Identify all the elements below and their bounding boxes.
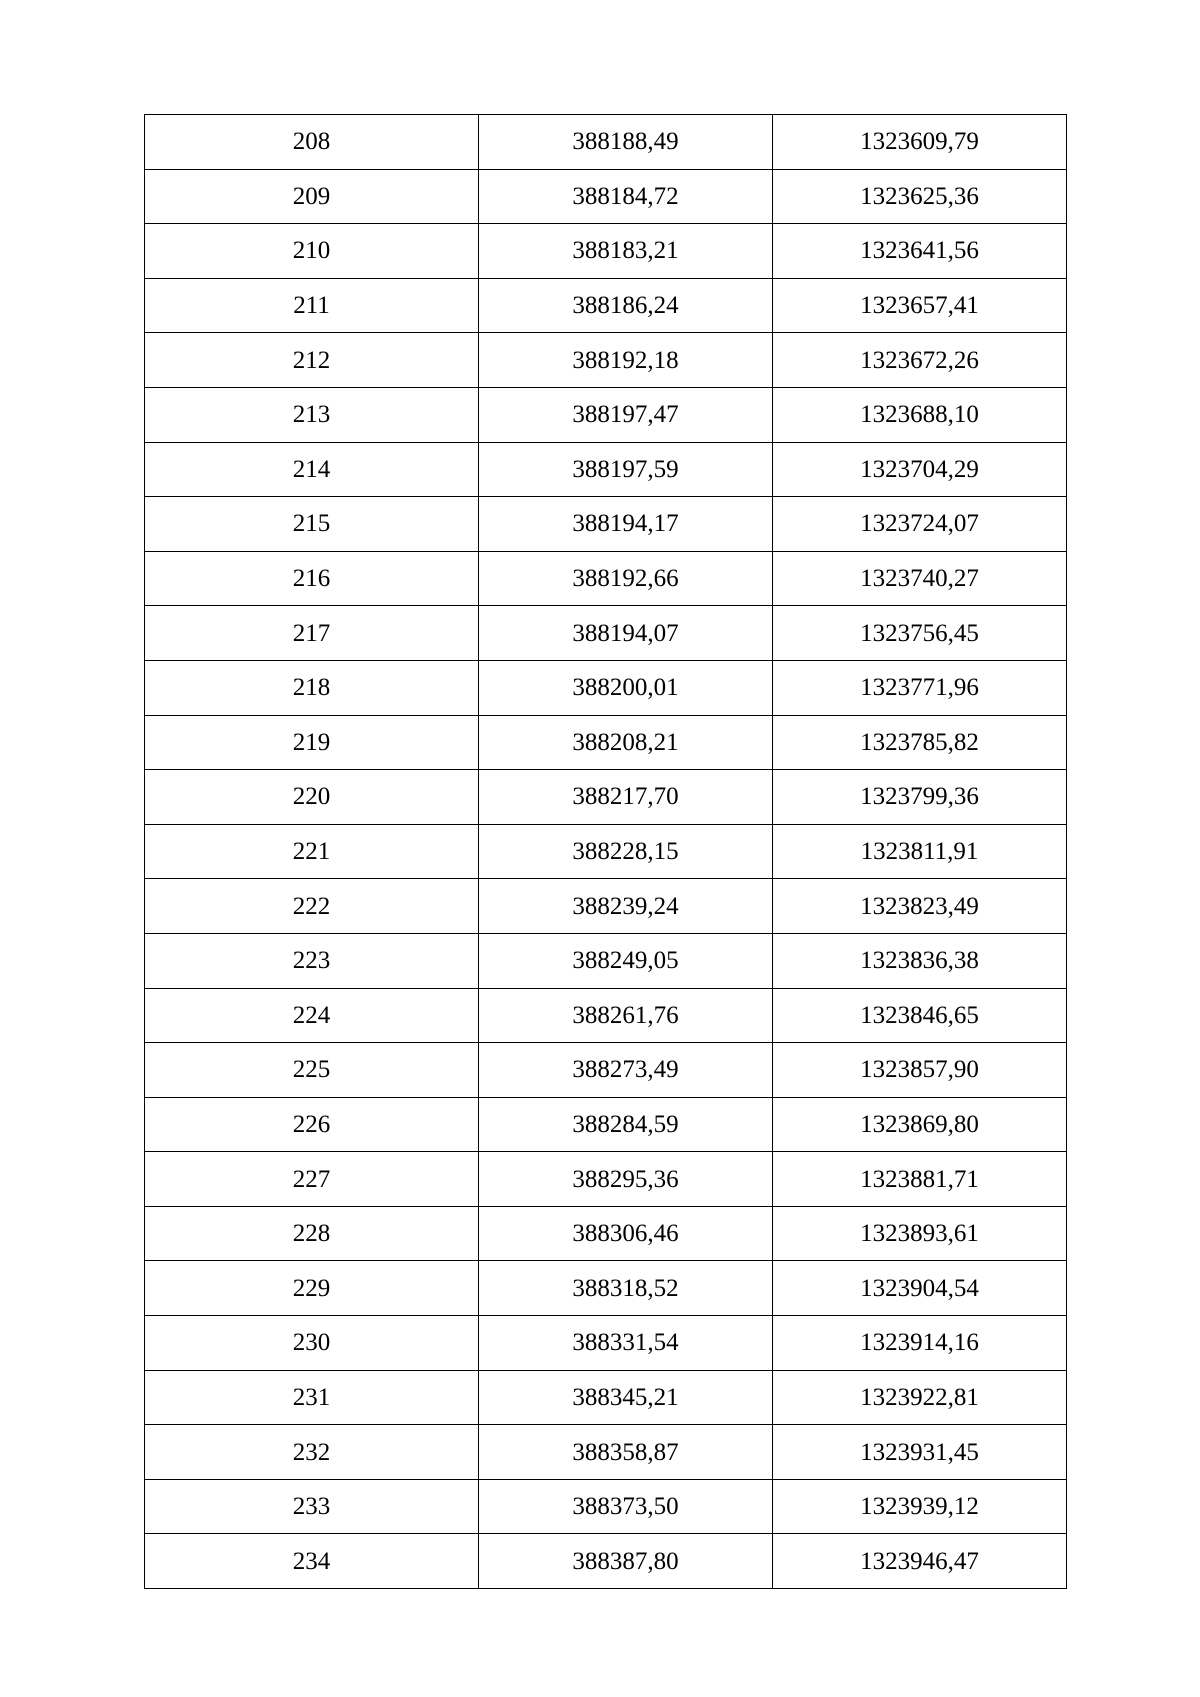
y-coordinate-cell: 1323688,10: [773, 387, 1067, 442]
y-coordinate-cell: 1323893,61: [773, 1206, 1067, 1261]
x-coordinate-cell: 388192,18: [479, 333, 773, 388]
x-coordinate-cell: 388197,59: [479, 442, 773, 497]
table-row: [145, 115, 1067, 170]
point-number-cell: 225: [145, 1043, 479, 1098]
y-coordinate-cell: 1323836,38: [773, 933, 1067, 988]
y-coordinate-cell: 1323846,65: [773, 988, 1067, 1043]
point-number-cell: 216: [145, 551, 479, 606]
y-coordinate-cell: 1323641,56: [773, 224, 1067, 279]
x-coordinate-cell: 388373,50: [479, 1479, 773, 1534]
y-coordinate-cell: 1323724,07: [773, 497, 1067, 552]
y-coordinate-cell: 1323869,80: [773, 1097, 1067, 1152]
x-coordinate-cell: 388192,66: [479, 551, 773, 606]
point-number-cell: 222: [145, 879, 479, 934]
point-number-cell: 211: [145, 278, 479, 333]
point-number-cell: 232: [145, 1425, 479, 1480]
x-coordinate-cell: 388284,59: [479, 1097, 773, 1152]
point-number-cell: 234: [145, 1534, 479, 1589]
table-row: [145, 770, 1067, 825]
x-coordinate-cell: 388197,47: [479, 387, 773, 442]
x-coordinate-cell: 388228,15: [479, 824, 773, 879]
x-coordinate-cell: 388318,52: [479, 1261, 773, 1316]
point-number-cell: 229: [145, 1261, 479, 1316]
table-row: [145, 715, 1067, 770]
point-number-cell: 213: [145, 387, 479, 442]
table-row: [145, 442, 1067, 497]
x-coordinate-cell: 388358,87: [479, 1425, 773, 1480]
point-number-cell: 219: [145, 715, 479, 770]
y-coordinate-cell: 1323785,82: [773, 715, 1067, 770]
table-row: [145, 1370, 1067, 1425]
y-coordinate-cell: 1323931,45: [773, 1425, 1067, 1480]
point-number-cell: 223: [145, 933, 479, 988]
x-coordinate-cell: 388331,54: [479, 1316, 773, 1371]
x-coordinate-cell: 388194,07: [479, 606, 773, 661]
y-coordinate-cell: 1323672,26: [773, 333, 1067, 388]
table-row: [145, 824, 1067, 879]
point-number-cell: 233: [145, 1479, 479, 1534]
table-row: [145, 879, 1067, 934]
y-coordinate-cell: 1323657,41: [773, 278, 1067, 333]
table-row: [145, 278, 1067, 333]
x-coordinate-cell: 388273,49: [479, 1043, 773, 1098]
y-coordinate-cell: 1323771,96: [773, 660, 1067, 715]
y-coordinate-cell: 1323823,49: [773, 879, 1067, 934]
table-row: [145, 660, 1067, 715]
table-row: [145, 1206, 1067, 1261]
x-coordinate-cell: 388194,17: [479, 497, 773, 552]
y-coordinate-cell: 1323922,81: [773, 1370, 1067, 1425]
table-row: [145, 606, 1067, 661]
table-row: [145, 988, 1067, 1043]
x-coordinate-cell: 388217,70: [479, 770, 773, 825]
point-number-cell: 208: [145, 115, 479, 170]
table-row: [145, 1261, 1067, 1316]
y-coordinate-cell: 1323811,91: [773, 824, 1067, 879]
point-number-cell: 231: [145, 1370, 479, 1425]
table-row: [145, 169, 1067, 224]
table-row: [145, 1425, 1067, 1480]
y-coordinate-cell: 1323799,36: [773, 770, 1067, 825]
x-coordinate-cell: 388200,01: [479, 660, 773, 715]
table-row: [145, 333, 1067, 388]
y-coordinate-cell: 1323609,79: [773, 115, 1067, 170]
table-row: [145, 551, 1067, 606]
x-coordinate-cell: 388261,76: [479, 988, 773, 1043]
x-coordinate-cell: 388183,21: [479, 224, 773, 279]
coordinates-table: [144, 114, 1067, 1589]
table-row: [145, 1534, 1067, 1589]
x-coordinate-cell: 388387,80: [479, 1534, 773, 1589]
table-row: [145, 1479, 1067, 1534]
x-coordinate-cell: 388208,21: [479, 715, 773, 770]
point-number-cell: 227: [145, 1152, 479, 1207]
table-row: [145, 224, 1067, 279]
x-coordinate-cell: 388345,21: [479, 1370, 773, 1425]
point-number-cell: 230: [145, 1316, 479, 1371]
point-number-cell: 215: [145, 497, 479, 552]
table-row: [145, 933, 1067, 988]
table-row: [145, 497, 1067, 552]
point-number-cell: 209: [145, 169, 479, 224]
y-coordinate-cell: 1323939,12: [773, 1479, 1067, 1534]
y-coordinate-cell: 1323704,29: [773, 442, 1067, 497]
point-number-cell: 217: [145, 606, 479, 661]
table-row: [145, 1097, 1067, 1152]
table-row: [145, 1043, 1067, 1098]
y-coordinate-cell: 1323914,16: [773, 1316, 1067, 1371]
coordinates-table-body: [145, 115, 1067, 1589]
y-coordinate-cell: 1323756,45: [773, 606, 1067, 661]
x-coordinate-cell: 388249,05: [479, 933, 773, 988]
point-number-cell: 226: [145, 1097, 479, 1152]
x-coordinate-cell: 388306,46: [479, 1206, 773, 1261]
y-coordinate-cell: 1323904,54: [773, 1261, 1067, 1316]
x-coordinate-cell: 388188,49: [479, 115, 773, 170]
x-coordinate-cell: 388184,72: [479, 169, 773, 224]
table-row: [145, 1316, 1067, 1371]
y-coordinate-cell: 1323946,47: [773, 1534, 1067, 1589]
y-coordinate-cell: 1323881,71: [773, 1152, 1067, 1207]
y-coordinate-cell: 1323857,90: [773, 1043, 1067, 1098]
point-number-cell: 212: [145, 333, 479, 388]
x-coordinate-cell: 388295,36: [479, 1152, 773, 1207]
table-row: [145, 1152, 1067, 1207]
table-row: [145, 387, 1067, 442]
point-number-cell: 220: [145, 770, 479, 825]
y-coordinate-cell: 1323740,27: [773, 551, 1067, 606]
point-number-cell: 224: [145, 988, 479, 1043]
point-number-cell: 214: [145, 442, 479, 497]
y-coordinate-cell: 1323625,36: [773, 169, 1067, 224]
x-coordinate-cell: 388239,24: [479, 879, 773, 934]
point-number-cell: 228: [145, 1206, 479, 1261]
point-number-cell: 221: [145, 824, 479, 879]
x-coordinate-cell: 388186,24: [479, 278, 773, 333]
point-number-cell: 210: [145, 224, 479, 279]
point-number-cell: 218: [145, 660, 479, 715]
